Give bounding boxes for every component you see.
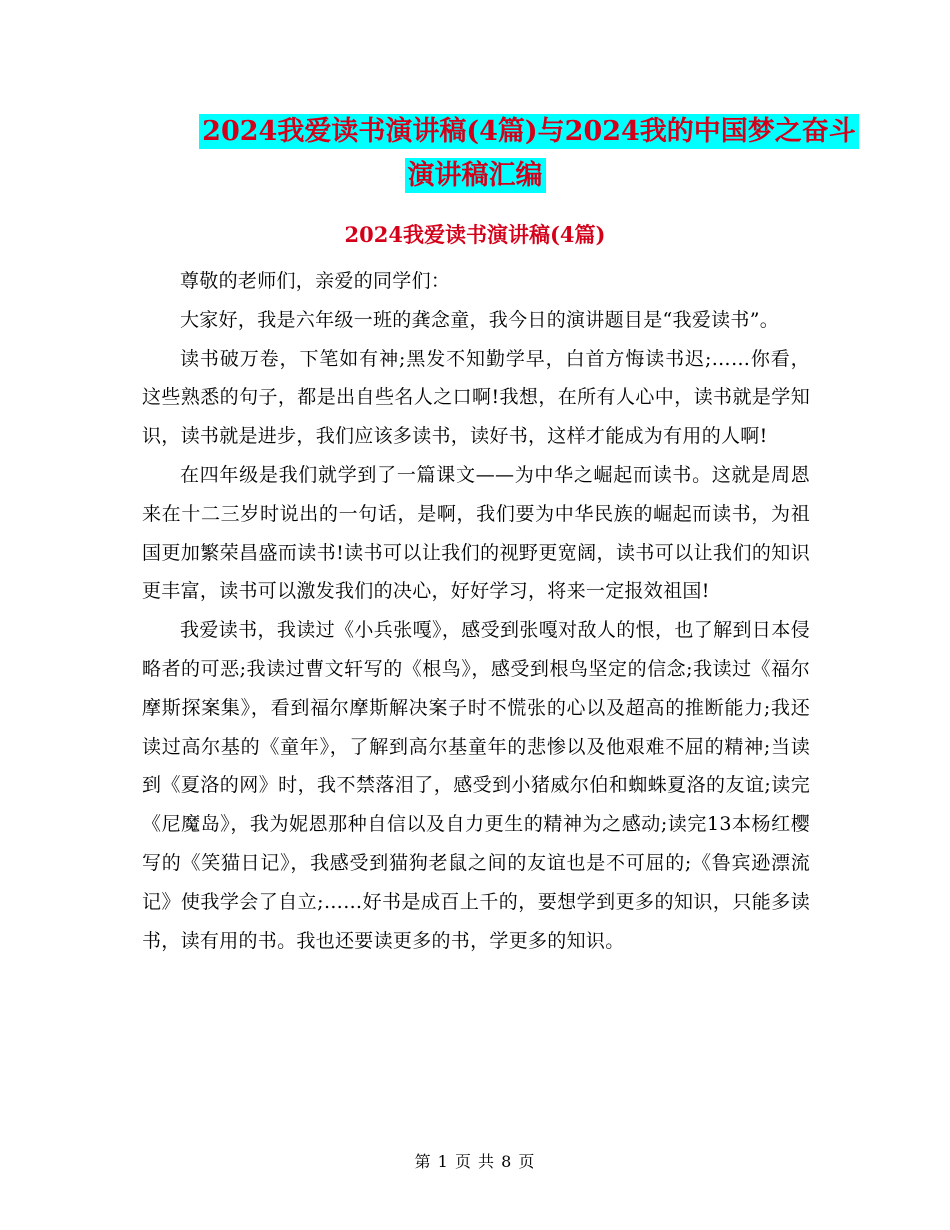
section-heading: 2024我爱读书演讲稿(4篇): [344, 222, 606, 247]
document-title-line-1: [108, 114, 950, 150]
paragraph-quotes: 读书破万卷，下笔如有神;黑发不知勤学早，白首方悔读书迟;……你看，这些熟悉的句子，都是出自些名人之口啊!我想，在所有人心中，读书就是学知识，读书就是进步，我们应该多读书，读好书，这样才能成为有用的人啊!: [142, 347, 810, 448]
paragraph-fourth-grade: 在四年级是我们就学到了一篇课文——为中华之崛起而读书。这就是周恩来在十二三岁时说出的一句话，是啊，我们要为中华民族的崛起而读书，为祖国更加繁荣昌盛而读书!读书可以让我们的视野更宽阔，读书可以让我们的知识更丰富，读书可以激发我们的决心，好好学习，将来一定报效祖国!: [142, 463, 810, 603]
paragraph-intro: 大家好，我是六年级一班的龚念童，我今日的演讲题目是“我爱读书”。: [180, 308, 780, 331]
document-body: [142, 262, 810, 960]
page-footer: 第 1 页 共 8 页: [414, 1152, 536, 1171]
title-highlight-1: 2024我爱读书演讲稿(4篇)与2024我的中国梦之奋斗: [199, 114, 859, 149]
title-highlight-2: 演讲稿汇编: [405, 158, 546, 193]
paragraph-books-read: 我爱读书，我读过《小兵张嘎》，感受到张嘎对敌人的恨，也了解到日本侵略者的可恶;我读过曹文轩写的《根鸟》，感受到根鸟坚定的信念;我读过《福尔摩斯探案集》，看到福尔摩斯解决案子时不慌张的心以及超高的推断能力;我还读过高尔基的《童年》，了解到高尔基童年的悲惨以及他艰难不屈的精神;当读到《夏洛的网》时，我不禁落泪了，感受到小猪威尔伯和蜘蛛夏洛的友谊;读完《尼魔岛》，我为妮恩那种自信以及自力更生的精神为之感动;读完13本杨红樱写的《笑猫日记》，我感受到猫狗老鼠之间的友谊也是不可屈的;《鲁宾逊漂流记》使我学会了自立;……好书是成百上千的，要想学到更多的知识，只能多读书，读有用的书。我也还要读更多的书，学更多的知识。: [142, 619, 810, 952]
document-title-line-2: [80, 158, 870, 194]
paragraph-salutation: 尊敬的老师们，亲爱的同学们：: [180, 270, 451, 292]
